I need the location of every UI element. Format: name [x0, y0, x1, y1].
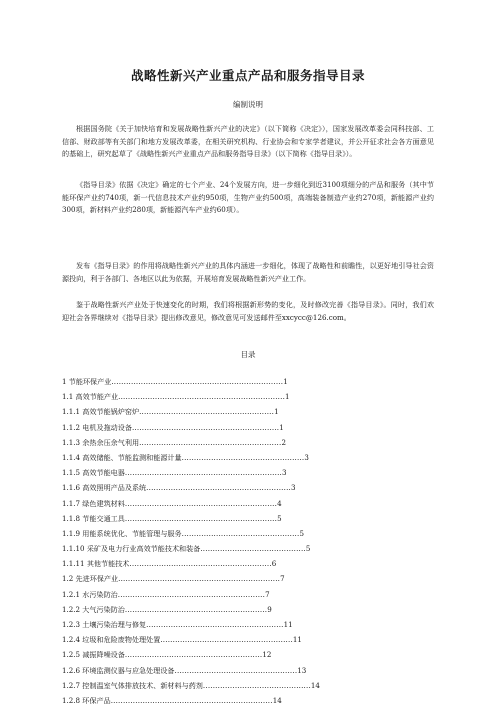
toc-entry[interactable]	[62, 480, 442, 495]
toc-entry[interactable]	[62, 496, 442, 511]
toc-page-number: 5	[277, 513, 282, 523]
toc-page-number: 7	[265, 589, 270, 599]
toc-entry[interactable]	[62, 526, 442, 541]
toc-entry[interactable]	[62, 541, 442, 556]
toc-dot-leader: ..................................................	[174, 665, 298, 675]
toc-entry[interactable]	[62, 374, 442, 389]
toc-page-number: 9	[267, 604, 272, 614]
body-paragraph-1: 根据国务院《关于加快培育和发展战略性新兴产业的决定》（以下简称《决定》），国家发展改革委会同科技部、工信部、财政部等有关部门和地方发展改革委，在相关研究机构、行业协会和专家学者建议，并公开征求社会各方面意见的基础上，研究起草了《战略性新兴产业重点产品和服务指导目录》（以下简称《指导目录》）。	[62, 124, 434, 159]
toc-dot-leader: ..........................................................	[129, 559, 272, 569]
toc-dot-leader: ............................................	[202, 680, 311, 690]
toc-page-number: 1	[279, 422, 284, 432]
toc-entry[interactable]	[62, 693, 442, 708]
toc-entry[interactable]	[62, 678, 442, 693]
toc-page-number: 12	[262, 650, 272, 660]
toc-page-number: 5	[305, 544, 311, 554]
toc-page-number: 13	[297, 665, 307, 675]
table-of-contents	[62, 374, 442, 708]
page-title: 战略性新兴产业重点产品和服务指导目录	[130, 68, 365, 83]
toc-page-number: 3	[304, 452, 309, 462]
toc-dot-leader: ................................................	[181, 528, 300, 538]
toc-entry[interactable]	[62, 450, 442, 465]
toc-entry-label: 1 节能环保产业	[62, 377, 112, 386]
toc-page-number: 11	[283, 620, 293, 629]
toc-page-number: 1	[283, 377, 288, 386]
toc-entry-label: 1.2.2 大气污染防治	[62, 604, 125, 614]
toc-entry-label: 1.2.7 控制温室气体排放技术、新材料与药剂	[62, 680, 203, 690]
toc-dot-leader: ...........................................	[200, 544, 306, 554]
toc-page-number: 1	[285, 392, 290, 402]
toc-page-number: 4	[277, 498, 282, 508]
toc-entry[interactable]	[62, 602, 442, 617]
toc-dot-leader: ...........................................................	[146, 483, 291, 493]
toc-page-number: 14	[310, 680, 320, 690]
toc-dot-leader: ....................................................................	[118, 392, 286, 402]
toc-entry-label: 1.2 先进环保产业	[62, 574, 119, 584]
toc-dot-leader: ..............................................................	[124, 513, 278, 523]
body-paragraph-3: 发布《指导目录》的作用将战略性新兴产业的具体内涵进一步细化，体现了战略性和前瞻性，以更好地引导社会资源投向，利于各部门、各地区以此为依据，开展培育发展战略性新兴产业工作。	[62, 261, 434, 283]
toc-page-number: 3	[291, 483, 296, 493]
toc-dot-leader: ..................................................................	[118, 574, 281, 584]
toc-page-number: 3	[282, 468, 287, 478]
toc-entry-label: 1.1.4 高效储能、节能监测和能源计量	[62, 452, 182, 462]
toc-dot-leader: ......................................................................	[111, 377, 284, 386]
toc-entry[interactable]	[62, 465, 442, 480]
toc-page-number: 5	[299, 528, 304, 538]
toc-dot-leader: ..................................................................	[110, 695, 273, 705]
toc-entry-label: 1.2.4 垃圾和危险废物处理处置	[62, 635, 161, 645]
toc-entry[interactable]	[62, 617, 442, 632]
toc-dot-leader: ........................................................	[146, 620, 284, 629]
toc-dot-leader: .......................................................	[139, 407, 275, 417]
toc-dot-leader: ................................................................	[124, 468, 282, 478]
toc-dot-leader: ..................................................	[181, 452, 305, 462]
toc-dot-leader: ..........................................................	[124, 604, 268, 614]
toc-entry-label: 1.1.3 余热余压余气利用	[62, 437, 140, 447]
toc-entry-label: 1.2.6 环境监测仪器与应急处理设备	[62, 665, 175, 675]
toc-entry-label: 1.1.2 电机及拖动设备	[62, 422, 132, 432]
toc-entry-label: 1.1.11 其他节能技术	[62, 559, 130, 569]
toc-entry[interactable]	[62, 647, 442, 662]
toc-entry-label: 1.1.10 采矿及电力行业高效节能技术和装备	[62, 544, 201, 554]
toc-entry-label: 1.1.7 绿色建筑材料	[62, 498, 125, 508]
toc-entry-label: 1.2.8 环保产品	[62, 695, 111, 705]
toc-dot-leader: ........................................................	[124, 650, 263, 660]
toc-page-number: 6	[271, 559, 277, 569]
section-subtitle: 编制说明	[233, 100, 263, 109]
toc-entry[interactable]	[62, 511, 442, 526]
toc-dot-leader: ..........................................................	[139, 437, 282, 447]
toc-page-number: 14	[272, 695, 282, 705]
toc-entry-label: 1.1.8 节能交通工具	[62, 513, 125, 523]
toc-entry[interactable]	[62, 556, 442, 571]
toc-entry-label: 1.1.1 高效节能锅炉窑炉	[62, 407, 140, 417]
toc-entry-label: 1.2.1 水污染防治	[62, 589, 118, 599]
toc-entry-label: 1.1.9 用能系统优化、节能管理与服务	[62, 528, 182, 538]
toc-entry[interactable]	[62, 420, 442, 435]
toc-entry[interactable]	[62, 632, 442, 647]
toc-entry[interactable]	[62, 435, 442, 450]
toc-entry[interactable]	[62, 389, 442, 404]
toc-entry-label: 1.2.5 减振降噪设备	[62, 650, 125, 660]
toc-page-number: 11	[292, 635, 302, 645]
toc-page-number: 2	[281, 437, 286, 447]
body-paragraph-2: 《指导目录》依据《决定》确定的七个产业、24个发展方向，进一步细化到近3100项细分的产品和服务（其中节能环保产业约740项，新一代信息技术产业约950项，生物产业约500项，高端装备制造产业约270项，新能源产业约300项，新材料产业约280项，新能源汽车产业约60项）。	[62, 180, 434, 215]
toc-entry-label: 1.1.6 高效照明产品及系统	[62, 483, 147, 493]
toc-heading: 目录	[240, 350, 256, 359]
toc-entry[interactable]	[62, 571, 442, 586]
toc-dot-leader: ............................................................	[131, 422, 280, 432]
toc-page-number: 7	[280, 574, 285, 584]
toc-page-number: 1	[274, 407, 279, 417]
toc-entry[interactable]	[62, 587, 442, 602]
toc-dot-leader: ......................................................	[160, 635, 293, 645]
toc-entry-label: 1.1 高效节能产业	[62, 392, 119, 402]
toc-entry-label: 1.2.3 土壤污染治理与修复	[62, 620, 147, 629]
toc-dot-leader: ..............................................................	[124, 498, 278, 508]
body-paragraph-4: 鉴于战略性新兴产业处于快速变化的时期，我们将根据新形势的变化，及时修改完善《指导目录》。同时，我们欢迎社会各界继续对《指导目录》提出修改意见，修改意见可发送邮件至xxcycc@126.com。	[62, 300, 434, 322]
toc-entry[interactable]	[62, 663, 442, 678]
toc-entry[interactable]	[62, 404, 442, 419]
toc-dot-leader: ............................................................	[117, 589, 266, 599]
toc-entry-label: 1.1.5 高效节能电器	[62, 468, 125, 478]
